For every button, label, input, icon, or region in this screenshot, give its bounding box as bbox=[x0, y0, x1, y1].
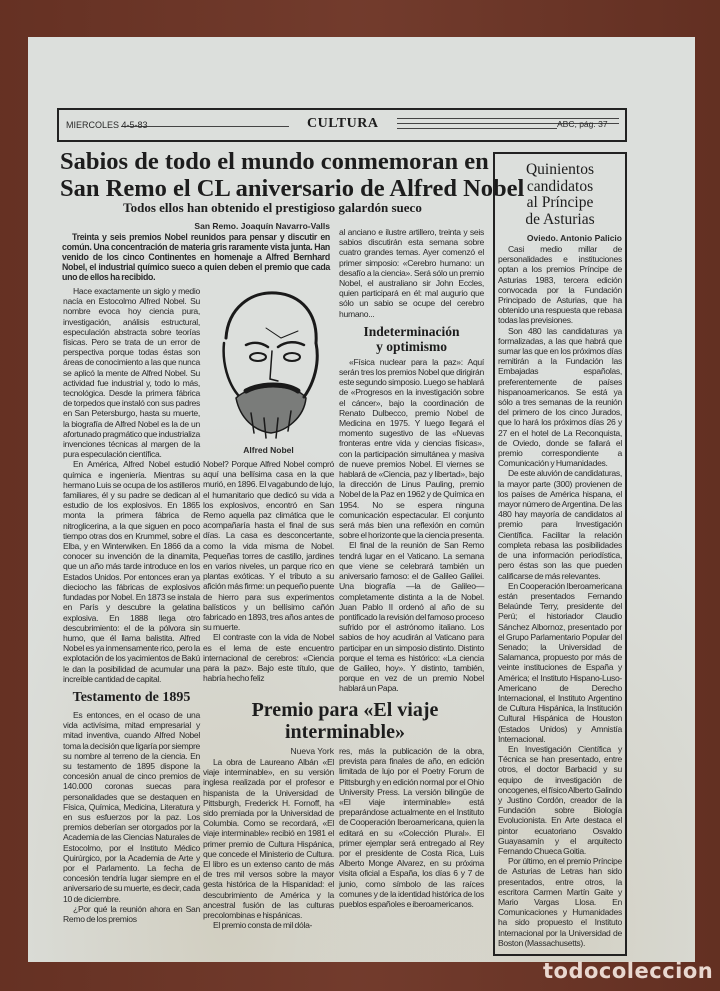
main-headline bbox=[60, 148, 525, 202]
headline-line: al Príncipe bbox=[526, 194, 594, 211]
paragraph: Son 480 las candidaturas ya formalizadas, a las que habrá que sumar las que en los próximos días remitirán a la Fundación las Embajadas españolas, preferentemente de países hispanoamericanos. Se está ya sólo a tres semanas de la reunión del primero de los cinco Jurados, que lo hará los próximos días 26 y 27 en el hotel de La Reconquista, de Oviedo, donde se fallará el premio correspondiente a Comunicación y Humanidades. bbox=[498, 325, 622, 469]
sidebar-article-box bbox=[493, 152, 627, 956]
article-column-3b bbox=[339, 357, 484, 694]
sidebar-text bbox=[498, 244, 622, 948]
headline-line: Quinientos bbox=[525, 161, 595, 178]
lead-text: Treinta y seis premios Nobel reunidos para pensar y discutir en común. Una concentración de materia gris raramente vista junta. Han venido de los cinco Continentes en homenaje a Alfred Bernhard Nobel, el industrial químico sueco a quien deben el premio que cada uno de ellos ha recibido. bbox=[62, 232, 330, 282]
section-heading-indeterminacion bbox=[339, 324, 484, 354]
article-column-1 bbox=[63, 286, 200, 684]
paragraph: El final de la reunión de San Remo tendrá lugar en el Vaticano. La semana que viene se celebrará también un aniversario famoso: el de Galileo Galilei. Una biografía —la de Galileo— completamente distinta a la de Nobel. Juan Pablo II ordenó al año de su pontificado la revisión del famoso proceso sufrido por el astrónomo italiano. Los sabios de hoy acudirán al Vaticano para participar en un simposio distinto. Distinto porque el tema es histórico: «La ciencia de Galileo, hoy». Y distinto, también, porque en vez de un premio Nobel hablará un Papa. bbox=[339, 540, 484, 694]
photo-caption: Alfred Nobel bbox=[243, 445, 294, 455]
rule bbox=[397, 128, 557, 129]
paragraph: res, más la publicación de la obra, prevista para finales de año, en edición limitada de lujo por el Poetry Forum de Pittsburgh y en edición normal por el Ohio University Press. La versión bilingüe de «El viaje interminable» está preparándose actualmente en el Instituto de Cooperación Iberoamericana, quien la editará en su «Colección Plural». El primer ejemplar será entregado al Rey por el presidente de Costa Rica, Luis Alberto Monge Alvarez, en su próxima visita oficial a España, los días 6 y 7 de junio, como símbolo de las raíces comunes y de la identidad histórica de los pueblos españoles e iberoamericanos. bbox=[339, 746, 484, 910]
paragraph: Es entonces, en el ocaso de una vida activísima, mitad empresarial y mitad inventiva, cuando Alfred Nobel toma la decisión que ligaría por siempre su nombre al terreno de la ciencia. En su testamento de 1895 dispone la concesión anual de cinco premios de 140.000 coronas suecas para personalidades que se destaquen en Física, Química, Medicina, Literatura y en sus esfuerzos por la paz. Los premios deberían ser otorgados por la Academia de las Ciencias Naturales de Estocolmo, por el Instituto Médico Quirúrgico, por la Academia de Arte y por el Parlamento. La fecha de concesión tendría lugar siempre en el aniversario de su muerte, es decir, cada 10 de diciembre. bbox=[63, 709, 200, 904]
heading-line: y optimismo bbox=[376, 338, 447, 354]
paragraph: La obra de Laureano Albán «El viaje interminable», en su versión inglesa realizada por el profesor e hispanista de la Universidad de Pittsburgh, Frederick H. Fornoff, ha sido premiada por la Universidad de Columbia. Como se recordará, «El viaje interminable» recibió en 1981 el primer premio de Cultura Hispánica, que concede el Ministerio de Cultura. El libro es un extenso canto de más de tres mil versos sobre la mayor gesta histórica de la Hispanidad: el descubrimiento de América y la ancestral fusión de las culturas precolombinas e hispánicas. bbox=[203, 757, 334, 921]
column-3-stack bbox=[339, 227, 484, 694]
section-name: CULTURA bbox=[307, 116, 379, 131]
paragraph: De este aluvión de candidaturas, la mayor parte (300) provienen de los países de América hispana, el mayor número de Argentina. De las 480 hay mayoría de candidatos al premio para Investigación Científica. Facilitar la relación completa rebasa las posibilidades de una información periodística, pero éstas son las que pueden calificarse de más relevantes. bbox=[498, 468, 622, 581]
second-article-column-a-stack bbox=[203, 746, 334, 930]
headline-line: Premio para «El viaje bbox=[251, 699, 439, 721]
paragraph: En América, Alfred Nobel estudió química e ingeniería. Mientras su hermano Luis se ocupa de los astilleros familiares, él y su padre se dedican al estudio de los explosivos. En 1865 monta la primera fábrica de nitroglicerina, a la que siguen en poco tiempo otras dos en Krummel, sobre el Elba, y en Winterwiken. En 1866 da a conocer su invención de la dinamita, que un año más tarde introduce en los Estados Unidos. Por entonces eran ya dieciocho las fábricas de explosivos fundadas por Nobel. En 1873 se instala en París y descubre la gelatina explosiva. En 1888 llega otro descubrimiento: el de la pólvora sin humo, que él llama balistita. Alfred Nobel es ya inmensamente rico, pero la explotación de los yacimientos de Bakú le dan la posibilidad de acumular una increíble cantidad de capital. bbox=[63, 459, 200, 684]
date: MIERCOLES 4-5-83 bbox=[66, 120, 148, 130]
column-2-stack bbox=[203, 283, 334, 683]
paragraph: En Investigación Científica y Técnica se han presentado, entre otros, el doctor Barbacid y su equipo de investigación de oncogenes, el físico Alberto Galindo y Justino Cordón, creador de la Fundación sobre Biología Evolucionista. En Arte destaca el pintor ecuatoriano Osvaldo Guayasamín y el arquitecto Fernando Chueca Goitia. bbox=[498, 743, 622, 856]
second-article-column-a bbox=[203, 757, 334, 930]
subheadline: Todos ellos han obtenido el prestigioso galardón sueco bbox=[123, 200, 422, 215]
article-column-2 bbox=[203, 459, 334, 683]
headline-line: de Asturias bbox=[525, 210, 595, 228]
headline-line: San Remo el CL aniversario de Alfred Nobel bbox=[60, 175, 525, 202]
second-headline bbox=[205, 699, 485, 743]
paragraph: Casi medio millar de personalidades e instituciones optan a los premios Príncipe de Asturias 1983, tercera edición convocada por la Fundación Principado de Asturias, que ha obtenido una respuesta que rebasa todas las previsiones. bbox=[498, 244, 622, 326]
paragraph: «Física nuclear para la paz»: Aquí serán tres los premios Nobel que dirigirán este segundo simposio. Luego se hablará de «Progresos en la investigación sobre el cáncer», bajo la coordinación de Renato Dulbecco, premio Nobel de Medicina en 1975. Y luego llegará el momento sugestivo de las «Nuevas fronteras entre vida y ciencias físicas», con la participación simultánea y masiva de nueve premios Nobel. El viernes se hablará de «Ciencia, paz y libertad», bajo la dirección de Linus Pauling, premio Nobel de la Paz en 1962 y de Química en 1954. No se espera ninguna comunicación espectacular. El conjunto será más bien una reflexión en común sobre el horizonte que la ciencia presenta. bbox=[339, 356, 484, 541]
byline: San Remo. Joaquín Navarro-Valls bbox=[194, 221, 330, 231]
section-heading-testamento: Testamento de 1895 bbox=[72, 689, 191, 705]
paragraph: Hace exactamente un siglo y medio nacía en Estocolmo Alfred Nobel. Su nombre evoca hoy ciencia pura, investigación, análisis estructural, especulación abstracta sobre teorías físicas. Pero se trata de un error de perspectiva porque todas éstas son áreas de conocimiento a las que nunca se aplicó la mente de Alfred Nobel. Su actividad fue industrial y, todo lo más, tecnológica. Desde la primera fábrica de torpedos que instaló con sus padres en San Petersburgo, hasta su muerte, la biografía de Alfred Nobel es la de un afortunado pragmático que industrializa invenciones técnicas al margen de la pura especulación científica. bbox=[63, 286, 200, 460]
paragraph: En Cooperación Iberoamericana están presentados Fernando Belaúnde Terry, presidente del Perú; el historiador Claudio Sánchez Albornoz, presentado por el Grupo Parlamentario Popular del Senado; la Universidad de Salamanca, propuesto por más de veinte instituciones de España y América; el Instituto Hispano-Luso-Americano de Derecho Internacional, el Instituto Argentino de Cultura Hispánica, la Institución Cultural Hispánica de Houston (Estados Unidos) y Amnistía Internacional. bbox=[498, 580, 622, 744]
article-column-3 bbox=[339, 227, 484, 319]
headline-line: interminable» bbox=[285, 721, 405, 743]
paragraph: Nobel? Porque Alfred Nobel compró aquí una bellísima casa en la que murió, en 1896. El vagabundo de lujo, el humanitario que dedicó su vida a los explosivos, encontró en San Remo aquella paz climática que le acompañaría hasta el final de sus días. La casa es desconcertante, como la vida misma de Nobel. Pequeñas torres de castillo, jardines en varios niveles, un parque rico en plantas exóticas. Y el tributo a su afición más firme: un pequeño puente de hierro para sus experimentos balísticos y un bellísimo cañón fabricado en 1893, tres años antes de su muerte. bbox=[203, 459, 334, 633]
alfred-nobel-portrait bbox=[206, 283, 331, 443]
sidebar-headline bbox=[498, 162, 622, 228]
paragraph: Por último, en el premio Príncipe de Asturias de Letras han sido presentados, entre otros, la escritora Carmen Martín Gaite y Mario Vargas Llosa. En Comunicaciones y Humanidades ha sido propuesto el Instituto Internacional por la Universidad de Boston (Massachusetts). bbox=[498, 856, 622, 948]
second-article-column-b bbox=[339, 746, 484, 909]
paragraph: al anciano e ilustre artillero, treinta y seis sabios discutirán esta semana sobre cuatro grandes temas. Ayer comenzó el primer simposio: «Cerebro humano: un desafío a la ciencia». Será sólo un premio Nobel, el australiano sir John Eccles, quien participará en él: mal augurio que sólo un sabio se ocupe del cerebro humano... bbox=[339, 227, 484, 319]
article-column-1b bbox=[63, 710, 200, 924]
paragraph: ¿Por qué la reunión ahora en San Remo de los premios bbox=[63, 903, 200, 924]
headline-line: Sabios de todo el mundo conmemoran en bbox=[60, 148, 489, 175]
dateline: Nueva York bbox=[290, 746, 334, 756]
column-1-stack bbox=[63, 286, 200, 924]
lead-paragraph bbox=[62, 232, 330, 282]
section-header bbox=[57, 108, 627, 142]
paragraph: El contraste con la vida de Nobel es el lema de este encuentro internacional de cerebros: «Ciencia para la paz». Bajo este título, que habría hecho feliz bbox=[203, 632, 334, 684]
watermark-logo: todocoleccion bbox=[543, 959, 714, 983]
headline-line: candidatos bbox=[526, 177, 594, 195]
heading-line: Indeterminación bbox=[363, 323, 460, 339]
portrait-sketch-icon bbox=[206, 283, 331, 443]
sidebar-byline: Oviedo. Antonio Palicio bbox=[526, 233, 622, 243]
paragraph: El premio consta de mil dóla- bbox=[213, 920, 313, 931]
page-number: ABC, pág. 37 bbox=[557, 119, 608, 129]
